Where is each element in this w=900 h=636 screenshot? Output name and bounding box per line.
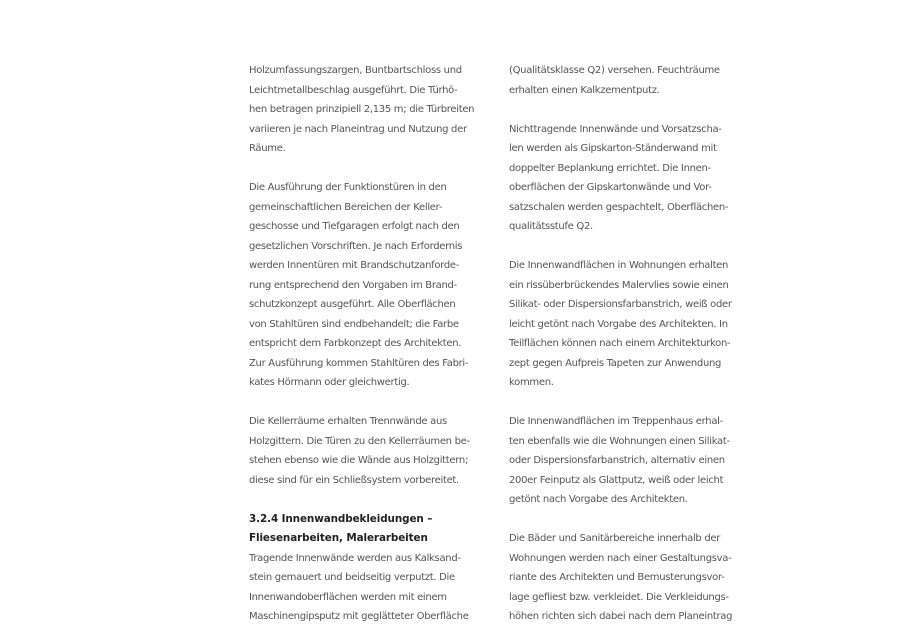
- paragraph-cellar-rooms: [249, 412, 489, 490]
- text-line: Die Innenwandflächen im Treppenhaus erhal-: [509, 416, 723, 427]
- text-line: Holzumfassungszargen, Buntbartschloss und: [249, 65, 462, 76]
- text-line: oberflächen der Gipskartonwände und Vor-: [509, 182, 712, 193]
- text-line: zept gegen Aufpreis Tapeten zur Anwendung: [509, 357, 722, 369]
- text-line: (Qualitätsklasse Q2) versehen. Feuchträume: [509, 65, 720, 76]
- paragraph-door-dimensions: [249, 61, 489, 159]
- text-line: gesetzlichen Vorschriften. Je nach Erfordernis: [249, 240, 463, 252]
- paragraph-gap: [509, 510, 747, 530]
- text-line: höhen richten sich dabei nach dem Planeintrag: [509, 611, 733, 622]
- text-line: Wohnungen werden nach einer Gestaltungsva-: [509, 552, 732, 564]
- text-line: hen betragen prinzipiell 2,135 m; die Türbreiten: [249, 104, 475, 115]
- paragraph-stairwell-walls: [509, 412, 747, 510]
- paragraph-plaster-quality: [509, 61, 747, 100]
- text-line: stein gemauert und beidseitig verputzt. Die: [249, 572, 455, 583]
- paragraph-gap: [249, 490, 489, 510]
- paragraph-gap: [509, 237, 747, 257]
- paragraph-non-load-bearing-walls: [509, 120, 747, 237]
- text-line: Holzgittern. Die Türen zu den Kellerräumen be-: [249, 435, 470, 447]
- text-line: Silikat- oder Dispersionsfarbanstrich, weiß oder: [509, 299, 732, 310]
- text-line: schutzkonzept ausgeführt. Alle Oberflächen: [249, 299, 456, 310]
- text-line: Zur Ausführung kommen Stahltüren des Fabri-: [249, 357, 469, 369]
- paragraph-apartment-walls: [509, 256, 747, 393]
- text-line: riante des Architekten und Bemusterungsvor-: [509, 572, 725, 583]
- text-line: gemeinschaftlichen Bereichen der Keller-: [249, 201, 443, 213]
- paragraph-gap: [509, 393, 747, 413]
- text-line: stehen ebenso wie die Wände aus Holzgittern;: [249, 455, 469, 466]
- text-line: werden Innentüren mit Brandschutzanforde-: [249, 260, 460, 271]
- right-column: [509, 61, 747, 627]
- text-line: Die Innenwandflächen in Wohnungen erhalten: [509, 260, 729, 271]
- heading-line: Fliesenarbeiten, Malerarbeiten: [249, 532, 428, 544]
- text-line: Tragende Innenwände werden aus Kalksand-: [249, 552, 461, 564]
- text-line: geschosse und Tiefgaragen erfolgt nach den: [249, 221, 460, 232]
- text-line: ten ebenfalls wie die Wohnungen einen Silikat-: [509, 435, 730, 447]
- text-line: getönt nach Vorgabe des Architekten.: [509, 494, 688, 505]
- text-line: lage gefliest bzw. verkleidet. Die Verkleidungs-: [509, 591, 729, 603]
- text-line: 200er Feinputz als Glattputz, weiß oder leicht: [509, 474, 724, 486]
- text-line: Leichtmetallbeschlag ausgeführt. Die Türhö-: [249, 84, 458, 96]
- left-column: [249, 61, 489, 627]
- text-line: Nichttragende Innenwände und Vorsatzscha-: [509, 123, 722, 135]
- text-line: rung entsprechend den Vorgaben im Brand-: [249, 279, 457, 291]
- text-line: oder Dispersionsfarbanstrich, alternativ einen: [509, 455, 725, 466]
- text-line: Teilflächen können nach einem Architekturkon-: [509, 338, 731, 349]
- paragraph-function-doors: [249, 178, 489, 393]
- text-line: Maschinengipsputz mit geglätteter Oberfläche: [249, 611, 469, 622]
- text-line: Innenwandoberflächen werden mit einem: [249, 591, 447, 603]
- text-line: len werden als Gipskarton-Ständerwand mit: [509, 143, 717, 154]
- paragraph-gap: [249, 393, 489, 413]
- text-line: satzschalen werden gespachtelt, Oberflächen-: [509, 201, 729, 213]
- text-line: variieren je nach Planeintrag und Nutzung der: [249, 123, 467, 135]
- text-line: von Stahltüren sind endbehandelt; die Farbe: [249, 318, 459, 330]
- section-heading: [249, 510, 489, 549]
- text-line: doppelter Beplankung errichtet. Die Innen-: [509, 162, 711, 174]
- text-line: Die Ausführung der Funktionstüren in den: [249, 182, 447, 193]
- text-line: Die Bäder und Sanitärbereiche innerhalb der: [509, 533, 721, 544]
- text-line: kates Hörmann oder gleichwertig.: [249, 377, 410, 388]
- paragraph-bathrooms: [509, 529, 747, 627]
- text-line: qualitätsstufe Q2.: [509, 221, 593, 232]
- paragraph-load-bearing-walls: [249, 549, 489, 627]
- text-line: diese sind für ein Schließsystem vorbereitet.: [249, 474, 459, 486]
- text-line: kommen.: [509, 377, 554, 388]
- text-line: Die Kellerräume erhalten Trennwände aus: [249, 416, 447, 427]
- text-line: erhalten einen Kalkzementputz.: [509, 84, 660, 96]
- text-line: leicht getönt nach Vorgabe des Architekten. In: [509, 318, 728, 330]
- paragraph-gap: [249, 159, 489, 179]
- heading-line: 3.2.4 Innenwandbekleidungen –: [249, 512, 433, 525]
- text-line: Räume.: [249, 143, 286, 154]
- text-line: entspricht dem Farbkonzept des Architekten.: [249, 338, 462, 349]
- text-line: ein rissüberbrückendes Malervlies sowie einen: [509, 279, 729, 291]
- paragraph-gap: [509, 100, 747, 120]
